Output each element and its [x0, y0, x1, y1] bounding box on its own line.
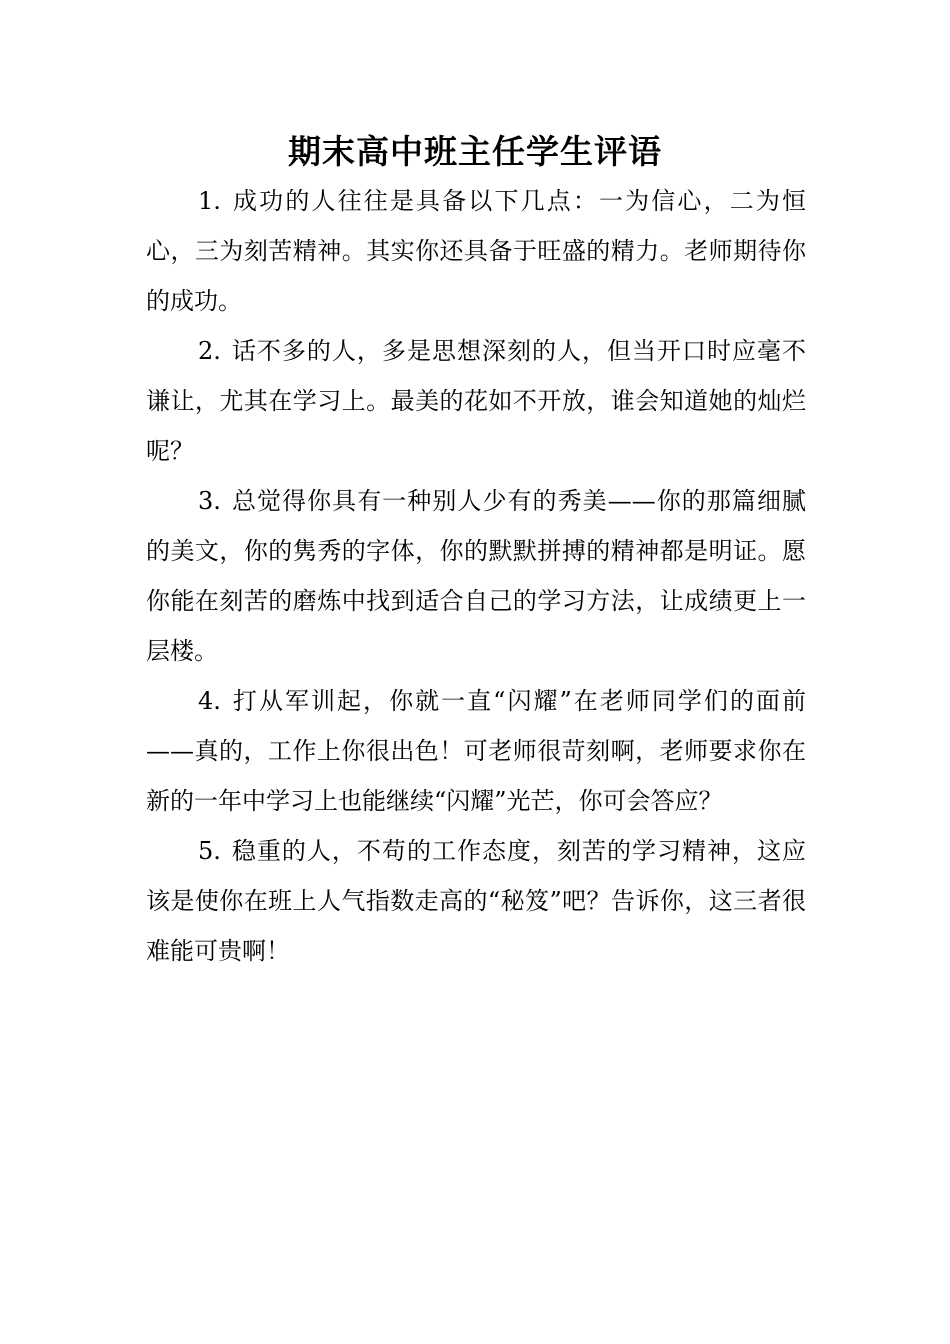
comment-item	[146, 676, 806, 826]
comment-text: 总觉得你具有一种别人少有的秀美——你的那篇细腻的美文，你的隽秀的字体，你的默默拼搏的精神都是明证。愿你能在刻苦的磨炼中找到适合自己的学习方法，让成绩更上一层楼。	[146, 487, 806, 665]
comment-number: 4.	[198, 687, 221, 715]
comment-item	[146, 176, 806, 326]
comment-text: 稳重的人，不苟的工作态度，刻苦的学习精神，这应该是使你在班上人气指数走高的“秘笈”吧？告诉你，这三者很难能可贵啊！	[146, 837, 806, 965]
comment-item	[146, 326, 806, 476]
comment-number: 2.	[198, 337, 221, 365]
comment-text: 成功的人往往是具备以下几点：一为信心，二为恒心，三为刻苦精神。其实你还具备于旺盛的精力。老师期待你的成功。	[146, 187, 806, 315]
comment-number: 5.	[198, 837, 221, 865]
comment-number: 3.	[198, 487, 221, 515]
comment-item	[146, 826, 806, 976]
comment-list	[146, 176, 806, 976]
comment-text: 话不多的人，多是思想深刻的人，但当开口时应毫不谦让，尤其在学习上。最美的花如不开放，谁会知道她的灿烂呢？	[146, 337, 806, 465]
document-title: 期末高中班主任学生评语	[288, 132, 662, 171]
comment-text: 打从军训起，你就一直“闪耀”在老师同学们的面前——真的，工作上你很出色！可老师很苛刻啊，老师要求你在新的一年中学习上也能继续“闪耀”光芒，你可会答应？	[146, 687, 806, 815]
comment-item	[146, 476, 806, 676]
comment-number: 1.	[198, 187, 221, 215]
